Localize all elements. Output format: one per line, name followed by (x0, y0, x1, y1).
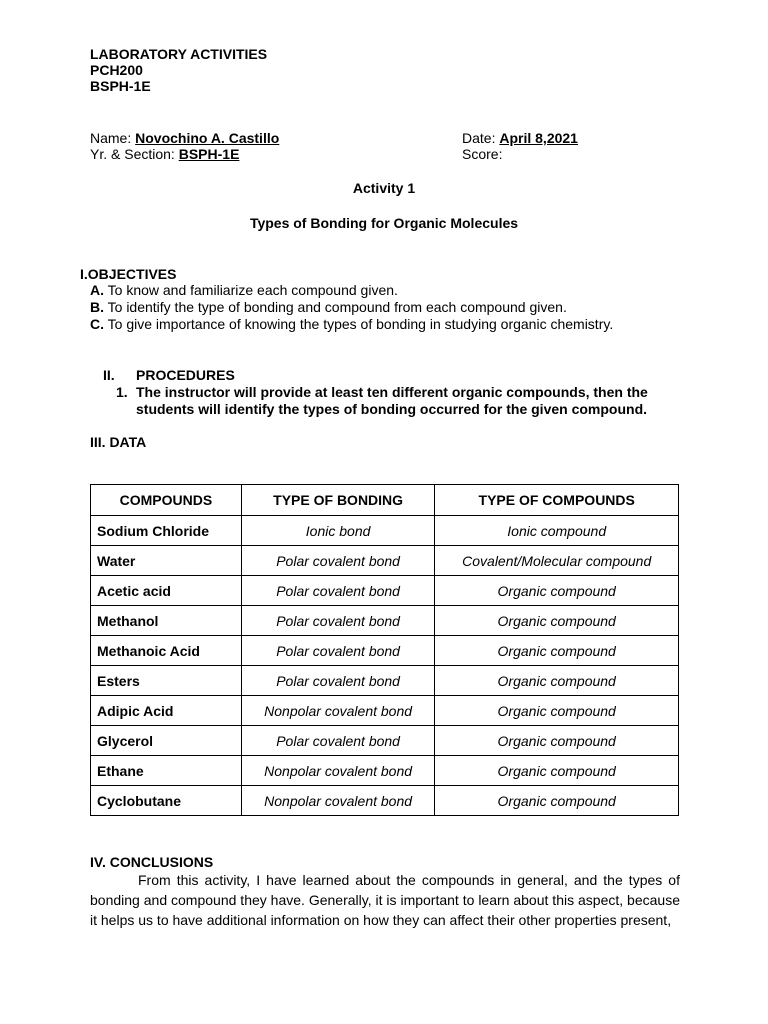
compound-cell: Ethane (91, 756, 242, 786)
bonding-cell: Nonpolar covalent bond (241, 756, 435, 786)
objective-text: To give importance of knowing the types of bonding in studying organic chemistry. (104, 316, 614, 332)
bonding-cell: Polar covalent bond (241, 546, 435, 576)
procedure-item-text: The instructor will provide at least ten different organic compounds, then the students will identify the types of bonding occurred for the given compound. (136, 384, 648, 417)
student-info (90, 130, 279, 162)
bonding-cell: Ionic bond (241, 516, 435, 546)
table-row (91, 606, 679, 636)
score-label: Score: (462, 146, 503, 162)
objective-item (90, 299, 613, 316)
objective-item (90, 282, 613, 299)
header-course-title: LABORATORY ACTIVITIES (90, 46, 268, 62)
header-section: BSPH-1E (90, 78, 151, 94)
compound-cell: Adipic Acid (91, 696, 242, 726)
objectives-heading: I.OBJECTIVES (80, 266, 177, 282)
compound-type-cell: Organic compound (435, 666, 679, 696)
header-course-code: PCH200 (90, 62, 143, 78)
compound-type-cell: Organic compound (435, 756, 679, 786)
activity-title: Activity 1 (352, 180, 416, 196)
compound-type-cell: Covalent/Molecular compound (435, 546, 679, 576)
objective-letter: C. (90, 316, 104, 332)
table-row (91, 636, 679, 666)
conclusions-paragraph: From this activity, I have learned about the compounds in general, and the types of bonding and compound they have. Generally, it is important to learn about this aspect, because it helps us to have additional information on how they can affect their other properties present, (90, 872, 680, 928)
procedures-heading: PROCEDURES (136, 367, 235, 383)
table-row (91, 726, 679, 756)
table-row (91, 756, 679, 786)
date-score-info (462, 130, 578, 162)
objectives-list (90, 282, 613, 333)
table-row (91, 516, 679, 546)
section-value: BSPH-1E (178, 146, 240, 162)
column-header-compounds: COMPOUNDS (91, 485, 242, 516)
compound-cell: Sodium Chloride (91, 516, 242, 546)
objective-text: To identify the type of bonding and compound from each compound given. (104, 299, 567, 315)
activity-subtitle: Types of Bonding for Organic Molecules (249, 215, 519, 231)
name-label: Name: (90, 130, 136, 146)
bonding-cell: Polar covalent bond (241, 636, 435, 666)
conclusions-heading: IV. CONCLUSIONS (90, 854, 214, 870)
compound-type-cell: Organic compound (435, 786, 679, 816)
procedures-numeral: II. (103, 367, 115, 383)
objective-letter: A. (90, 282, 104, 298)
table-header-row (91, 485, 679, 516)
compound-cell: Esters (91, 666, 242, 696)
bonding-cell: Nonpolar covalent bond (241, 786, 435, 816)
compound-cell: Acetic acid (91, 576, 242, 606)
table-row (91, 546, 679, 576)
compound-type-cell: Organic compound (435, 606, 679, 636)
compound-cell: Water (91, 546, 242, 576)
table-row (91, 576, 679, 606)
data-heading: III. DATA (90, 434, 147, 450)
compound-cell: Cyclobutane (91, 786, 242, 816)
compound-cell: Methanoic Acid (91, 636, 242, 666)
compounds-table (90, 484, 679, 816)
bonding-cell: Polar covalent bond (241, 576, 435, 606)
date-value: April 8,2021 (499, 130, 578, 146)
objective-item (90, 316, 613, 333)
table-row (91, 666, 679, 696)
objective-letter: B. (90, 299, 104, 315)
column-header-compound-type: TYPE OF COMPOUNDS (435, 485, 679, 516)
compound-cell: Glycerol (91, 726, 242, 756)
date-label: Date: (462, 130, 500, 146)
procedure-item-number: 1. (116, 384, 128, 400)
name-value: Novochino A. Castillo (135, 130, 280, 146)
compound-type-cell: Organic compound (435, 696, 679, 726)
column-header-bonding: TYPE OF BONDING (241, 485, 435, 516)
section-label: Yr. & Section: (90, 146, 179, 162)
compound-type-cell: Organic compound (435, 726, 679, 756)
table-row (91, 696, 679, 726)
bonding-cell: Polar covalent bond (241, 606, 435, 636)
table-row (91, 786, 679, 816)
compound-type-cell: Organic compound (435, 576, 679, 606)
document-header (90, 46, 267, 94)
bonding-cell: Nonpolar covalent bond (241, 696, 435, 726)
bonding-cell: Polar covalent bond (241, 666, 435, 696)
bonding-cell: Polar covalent bond (241, 726, 435, 756)
compound-type-cell: Ionic compound (435, 516, 679, 546)
objective-text: To know and familiarize each compound given. (104, 282, 398, 298)
compound-cell: Methanol (91, 606, 242, 636)
compound-type-cell: Organic compound (435, 636, 679, 666)
